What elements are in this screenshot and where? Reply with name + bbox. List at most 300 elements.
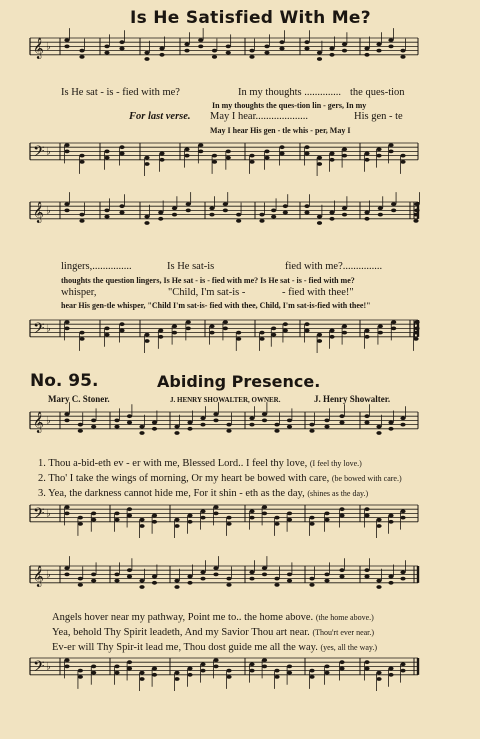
note-head [226, 150, 231, 154]
note-head [287, 512, 292, 516]
note-head [209, 206, 214, 210]
note-head [287, 579, 292, 583]
note-head [174, 425, 179, 429]
note-head [104, 327, 109, 331]
verse-number: 2. [38, 473, 46, 484]
flat-icon: ♭ [46, 323, 51, 335]
note-head [79, 219, 84, 223]
note-head [324, 425, 329, 429]
note-head [329, 47, 334, 51]
note-head [388, 667, 393, 671]
note-head [64, 419, 69, 423]
note-head [104, 215, 109, 219]
note-head [64, 327, 69, 331]
note-head [200, 669, 205, 673]
note-head [400, 160, 405, 164]
note-head [223, 202, 228, 206]
note-head [79, 213, 84, 217]
note-head [388, 143, 393, 147]
note-head [64, 573, 69, 577]
note-head [339, 575, 344, 579]
note-head [226, 522, 231, 526]
note-head [309, 583, 314, 587]
note-head [339, 568, 344, 572]
note-head [64, 143, 69, 147]
note-head [271, 209, 276, 213]
note-head [119, 47, 124, 51]
note-head [236, 337, 241, 341]
refrain-echo: (the home above.) [315, 613, 374, 622]
refrain-line [52, 612, 374, 623]
note-head [342, 206, 347, 210]
note-head [413, 337, 418, 341]
note-head [139, 585, 144, 589]
refrain-echo: (yes, all the way.) [320, 643, 378, 652]
note-head [283, 204, 288, 208]
note-head [174, 431, 179, 435]
note-head [152, 667, 157, 671]
note-head [279, 145, 284, 149]
note-head [186, 209, 191, 213]
refrain-text: Ev-er will Thy Spir-it lead me, Thou dost guide me all the way. [52, 642, 318, 653]
note-head [262, 658, 267, 662]
note-head [262, 412, 267, 416]
note-head [139, 524, 144, 528]
note-head [213, 505, 218, 509]
note-head [127, 660, 132, 664]
note-head [364, 335, 369, 339]
note-head [309, 522, 314, 526]
lyric-line: May I hear.................... [210, 111, 308, 122]
lyric-line: In my thoughts .............. [238, 87, 341, 98]
note-head [187, 421, 192, 425]
note-head [226, 429, 231, 433]
note-head [139, 677, 144, 681]
note-head [127, 507, 132, 511]
note-head [212, 55, 217, 59]
note-head [104, 333, 109, 337]
note-head [376, 42, 381, 46]
note-head [317, 333, 322, 337]
note-head [127, 568, 132, 572]
note-head [329, 335, 334, 339]
note-head [200, 570, 205, 574]
note-head [226, 669, 231, 673]
note-head [104, 51, 109, 55]
note-head [152, 581, 157, 585]
note-head [388, 421, 393, 425]
note-head [329, 211, 334, 215]
note-head [287, 573, 292, 577]
note-head [339, 667, 344, 671]
note-head [114, 425, 119, 429]
note-head [184, 147, 189, 151]
note-head [388, 38, 393, 42]
note-head [209, 331, 214, 335]
note-head [376, 518, 381, 522]
flat-icon: ♭ [46, 41, 51, 53]
note-head [304, 152, 309, 156]
note-head [376, 147, 381, 151]
note-head [104, 45, 109, 49]
note-head [139, 579, 144, 583]
note-head [213, 658, 218, 662]
note-head [139, 425, 144, 429]
note-head [114, 512, 119, 516]
note-head [226, 516, 231, 520]
bass-clef-icon: 𝄢 [33, 319, 45, 341]
note-head [119, 329, 124, 333]
note-head [304, 204, 309, 208]
lyric-line: Is He sat-is [167, 261, 215, 272]
note-head [274, 516, 279, 520]
verse-number: 1. [38, 458, 46, 469]
note-head [114, 419, 119, 423]
note-head [364, 414, 369, 418]
note-head [172, 213, 177, 217]
note-head [400, 154, 405, 158]
note-head [114, 665, 119, 669]
note-head [317, 215, 322, 219]
refrain-echo: (Thou'rt ever near.) [312, 628, 375, 637]
note-head [223, 209, 228, 213]
note-head [339, 421, 344, 425]
note-head [413, 219, 418, 223]
note-head [64, 658, 69, 662]
note-head [329, 329, 334, 333]
note-head [388, 427, 393, 431]
note-head [91, 419, 96, 423]
note-head [174, 585, 179, 589]
note-head [144, 162, 149, 166]
note-head [329, 217, 334, 221]
note-head [152, 421, 157, 425]
note-head [274, 577, 279, 581]
note-head [152, 575, 157, 579]
note-head [198, 150, 203, 154]
note-head [287, 671, 292, 675]
note-head [391, 320, 396, 324]
note-head [186, 327, 191, 331]
note-head [309, 669, 314, 673]
note-head [144, 339, 149, 343]
note-head [187, 520, 192, 524]
note-head [213, 419, 218, 423]
note-head [364, 158, 369, 162]
note-head [391, 327, 396, 331]
note-head [342, 49, 347, 53]
note-head [198, 45, 203, 49]
note-head [378, 213, 383, 217]
note-head [200, 509, 205, 513]
note-head [304, 145, 309, 149]
note-head [378, 331, 383, 335]
note-head [91, 425, 96, 429]
note-head [236, 213, 241, 217]
flat-icon: ♭ [46, 415, 51, 427]
note-head [364, 575, 369, 579]
note-head [79, 160, 84, 164]
note-head [91, 671, 96, 675]
note-head [342, 324, 347, 328]
note-head [64, 566, 69, 570]
note-head [279, 152, 284, 156]
note-head [283, 329, 288, 333]
note-head [64, 150, 69, 154]
verse-line [38, 458, 362, 469]
note-head [329, 158, 334, 162]
note-head [119, 211, 124, 215]
note-head [271, 333, 276, 337]
note-head [226, 423, 231, 427]
note-head [226, 51, 231, 55]
note-head [287, 425, 292, 429]
note-head [127, 421, 132, 425]
note-head [274, 675, 279, 679]
note-head [114, 579, 119, 583]
hymn-title: Abiding Presence. [157, 372, 321, 391]
note-head [342, 213, 347, 217]
note-head [414, 202, 419, 206]
note-head [376, 425, 381, 429]
note-head [364, 421, 369, 425]
note-head [388, 520, 393, 524]
note-head [249, 662, 254, 666]
lyric-line: "Child, I'm sat-is - [168, 287, 246, 298]
note-head [364, 211, 369, 215]
note-head [158, 211, 163, 215]
note-head [187, 514, 192, 518]
note-head [342, 331, 347, 335]
note-head [400, 662, 405, 666]
note-head [309, 429, 314, 433]
note-head [364, 53, 369, 57]
note-head [127, 667, 132, 671]
note-head [184, 49, 189, 53]
note-head [376, 154, 381, 158]
note-head [104, 156, 109, 160]
note-head [144, 215, 149, 219]
note-head [184, 42, 189, 46]
note-head [324, 518, 329, 522]
lyric-line: Is He sat - is - fied with me? [61, 87, 180, 98]
note-head [274, 669, 279, 673]
verse-echo: (be bowed with care.) [331, 474, 402, 483]
note-head [78, 577, 83, 581]
note-head [304, 329, 309, 333]
flat-icon: ♭ [46, 569, 51, 581]
note-head [174, 579, 179, 583]
note-head [91, 573, 96, 577]
note-head [144, 156, 149, 160]
note-head [264, 51, 269, 55]
note-head [200, 423, 205, 427]
note-head [174, 518, 179, 522]
note-head [200, 416, 205, 420]
note-head [274, 423, 279, 427]
note-head [391, 202, 396, 206]
verse-line [38, 473, 402, 484]
note-head [64, 202, 69, 206]
note-head [187, 427, 192, 431]
note-head [388, 514, 393, 518]
note-head [91, 665, 96, 669]
note-head [317, 339, 322, 343]
note-head [91, 512, 96, 516]
note-head [127, 514, 132, 518]
note-head [91, 518, 96, 522]
note-head [172, 206, 177, 210]
note-head [262, 512, 267, 516]
bass-clef-icon: 𝄢 [33, 504, 45, 526]
note-head [64, 412, 69, 416]
verse-text: Thou a-bid-eth ev - er with me, Blessed Lord.. I feel thy love, [48, 458, 308, 469]
note-head [388, 150, 393, 154]
note-head [127, 414, 132, 418]
flat-icon: ♭ [46, 661, 51, 673]
note-head [187, 575, 192, 579]
note-head [400, 423, 405, 427]
note-head [364, 217, 369, 221]
note-head [324, 512, 329, 516]
note-head [339, 507, 344, 511]
lyric-line: In my thoughts the ques-tion lin - gers, In my [212, 101, 367, 110]
note-head [388, 581, 393, 585]
treble-clef-icon: 𝄞 [33, 201, 44, 223]
note-head [287, 419, 292, 423]
note-head [186, 202, 191, 206]
note-head [119, 204, 124, 208]
treble-clef-icon: 𝄞 [33, 411, 44, 433]
note-head [324, 579, 329, 583]
note-head [223, 327, 228, 331]
note-head [342, 154, 347, 158]
note-head [213, 512, 218, 516]
note-head [388, 45, 393, 49]
note-head [127, 575, 132, 579]
note-head [376, 431, 381, 435]
note-head [324, 665, 329, 669]
note-head [400, 49, 405, 53]
bass-clef-icon: 𝄢 [33, 657, 45, 679]
note-head [259, 337, 264, 341]
note-head [262, 665, 267, 669]
note-head [317, 51, 322, 55]
note-head [304, 40, 309, 44]
note-head [364, 507, 369, 511]
note-head [158, 335, 163, 339]
note-head [249, 669, 254, 673]
note-head [324, 671, 329, 675]
note-head [400, 577, 405, 581]
note-head [152, 427, 157, 431]
note-head [339, 660, 344, 664]
note-head [309, 577, 314, 581]
note-head [174, 671, 179, 675]
note-head [264, 156, 269, 160]
note-head [309, 516, 314, 520]
note-head [200, 662, 205, 666]
note-head [329, 152, 334, 156]
flat-icon: ♭ [46, 146, 51, 158]
note-head [186, 320, 191, 324]
refrain-text: Angels hover near my pathway, Point me to.. the home above. [52, 612, 314, 623]
note-head [400, 509, 405, 513]
note-head [376, 585, 381, 589]
note-head [413, 331, 418, 335]
note-head [64, 38, 69, 42]
note-head [226, 675, 231, 679]
note-head [339, 514, 344, 518]
note-head [249, 423, 254, 427]
note-head [249, 577, 254, 581]
note-head [78, 675, 83, 679]
note-head [213, 573, 218, 577]
note-head [249, 160, 254, 164]
note-head [64, 665, 69, 669]
note-head [64, 512, 69, 516]
note-head [119, 322, 124, 326]
note-head [249, 516, 254, 520]
note-head [226, 577, 231, 581]
note-head [249, 55, 254, 59]
note-head [262, 566, 267, 570]
note-head [364, 152, 369, 156]
note-head [79, 331, 84, 335]
note-head [226, 45, 231, 49]
note-head [209, 324, 214, 328]
note-head [342, 147, 347, 151]
verse-echo: (I feel thy love.) [309, 459, 362, 468]
note-head [304, 211, 309, 215]
composer-credit: J. Henry Showalter. [314, 394, 391, 404]
note-head [213, 566, 218, 570]
note-head [226, 156, 231, 160]
note-head [249, 416, 254, 420]
note-head [400, 416, 405, 420]
note-head [388, 575, 393, 579]
note-head [414, 320, 419, 324]
note-head [213, 665, 218, 669]
note-head [198, 143, 203, 147]
note-head [317, 221, 322, 225]
note-head [152, 520, 157, 524]
note-head [264, 150, 269, 154]
note-head [223, 320, 228, 324]
flat-icon: ♭ [46, 205, 51, 217]
verse-echo: (shines as the day.) [307, 489, 369, 498]
note-head [376, 49, 381, 53]
note-head [104, 150, 109, 154]
note-head [317, 162, 322, 166]
note-head [249, 570, 254, 574]
note-head [64, 45, 69, 49]
note-head [364, 47, 369, 51]
note-head [172, 331, 177, 335]
note-head [187, 667, 192, 671]
treble-clef-icon: 𝄞 [33, 565, 44, 587]
note-head [236, 331, 241, 335]
hymn-number: No. 95. [30, 371, 99, 391]
note-head [249, 49, 254, 53]
note-head [400, 669, 405, 673]
note-head [159, 53, 164, 57]
note-head [376, 524, 381, 528]
note-head [249, 509, 254, 513]
note-head [159, 47, 164, 51]
note-head [262, 505, 267, 509]
note-head [271, 327, 276, 331]
